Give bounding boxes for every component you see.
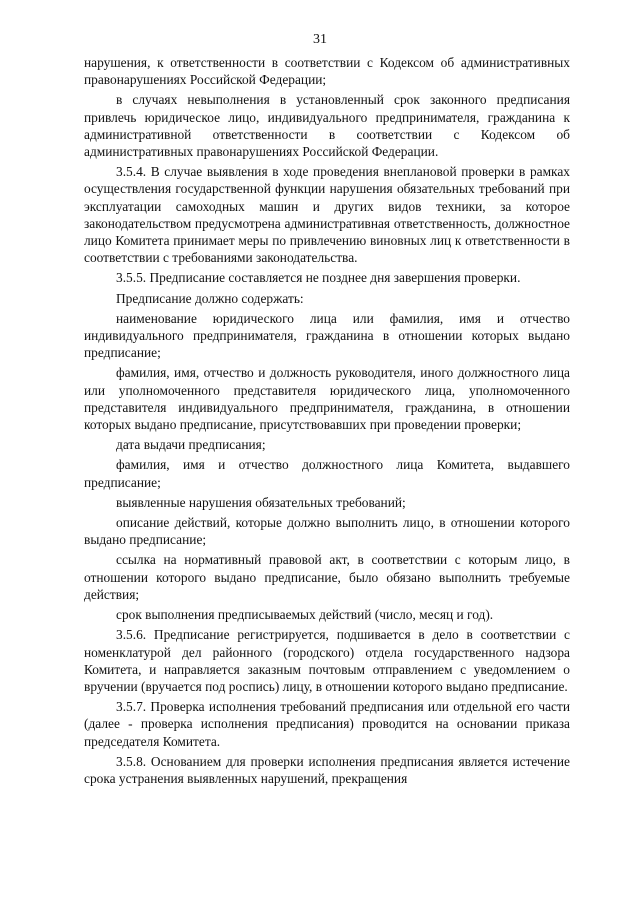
list-item-violations: выявленные нарушения обязательных требований; [116,494,406,510]
paragraph-3-5-8: 3.5.8. Основанием для проверки исполнения предписания является истечение срока устранения выявленных нарушений, прекращения [84,753,570,786]
list-item-representative: фамилия, имя, отчество и должность руководителя, иного должностного лица или уполномоченного представителя юридического лица, уполномоченного представителя индивидуального предпринимателя, гражданина, в отношении которых выдано предписание, присутствовавших при проведении проверки; [84,365,570,433]
paragraph-1: нарушения, к ответственности в соответствии с Кодексом об административных правонарушениях Российской Федерации; [84,55,570,88]
list-item-date: дата выдачи предписания; [116,437,266,453]
list-item-official: фамилия, имя и отчество должностного лица Комитета, выдавшего предписание; [84,457,570,490]
paragraph-3-5-6: 3.5.6. Предписание регистрируется, подшивается в дело в соответствии с номенклатурой дел районного (городского) отдела государственного надзора Комитета, и направляется заказным почтовым отправлением с уведомлением о вручении (вручается под роспись) лицу, в отношении которого выдано предписание. [84,627,570,694]
list-item-name: наименование юридического лица или фамилия, имя и отчество индивидуального предпринимателя, гражданина в отношении которых выдано предписание; [84,310,570,361]
paragraph-3-5-7: 3.5.7. Проверка исполнения требований предписания или отдельной его части (далее - проверка исполнения предписания) проводится на основании приказа председателя Комитета. [84,699,570,749]
list-item-legal-reference: ссылка на нормативный правовой акт, в соответствии с которым лицо, в отношении которого выдано предписание, было обязано выполнить требуемые действия; [84,552,570,602]
paragraph-prescription-contents: Предписание должно содержать: [116,290,304,306]
paragraph-3-5-4: 3.5.4. В случае выявления в ходе проведения внеплановой проверки в рамках осуществления государственной функции нарушения обязательных требований при эксплуатации самоходных машин и других видов техники, за которое законодательством предусмотрена административная ответственность, должностное лицо Комитета принимает меры по привлечению виновных лиц к ответственности в соответствии с требованиями законодательства. [84,164,570,266]
paragraph-2: в случаях невыполнения в установленный срок законного предписания привлечь юридическое лицо, индивидуального предпринимателя, гражданина к административной ответственности в соответствии с Кодексом об административных правонарушениях Российской Федерации. [84,92,570,160]
paragraph-3-5-5: 3.5.5. Предписание составляется не позднее дня завершения проверки. [116,270,521,286]
document-body [84,54,570,787]
page-number: 31 [313,32,327,47]
list-item-deadline: срок выполнения предписываемых действий (число, месяц и год). [116,607,494,623]
list-item-actions: описание действий, которые должно выполнить лицо, в отношении которого выдано предписание; [84,515,570,548]
